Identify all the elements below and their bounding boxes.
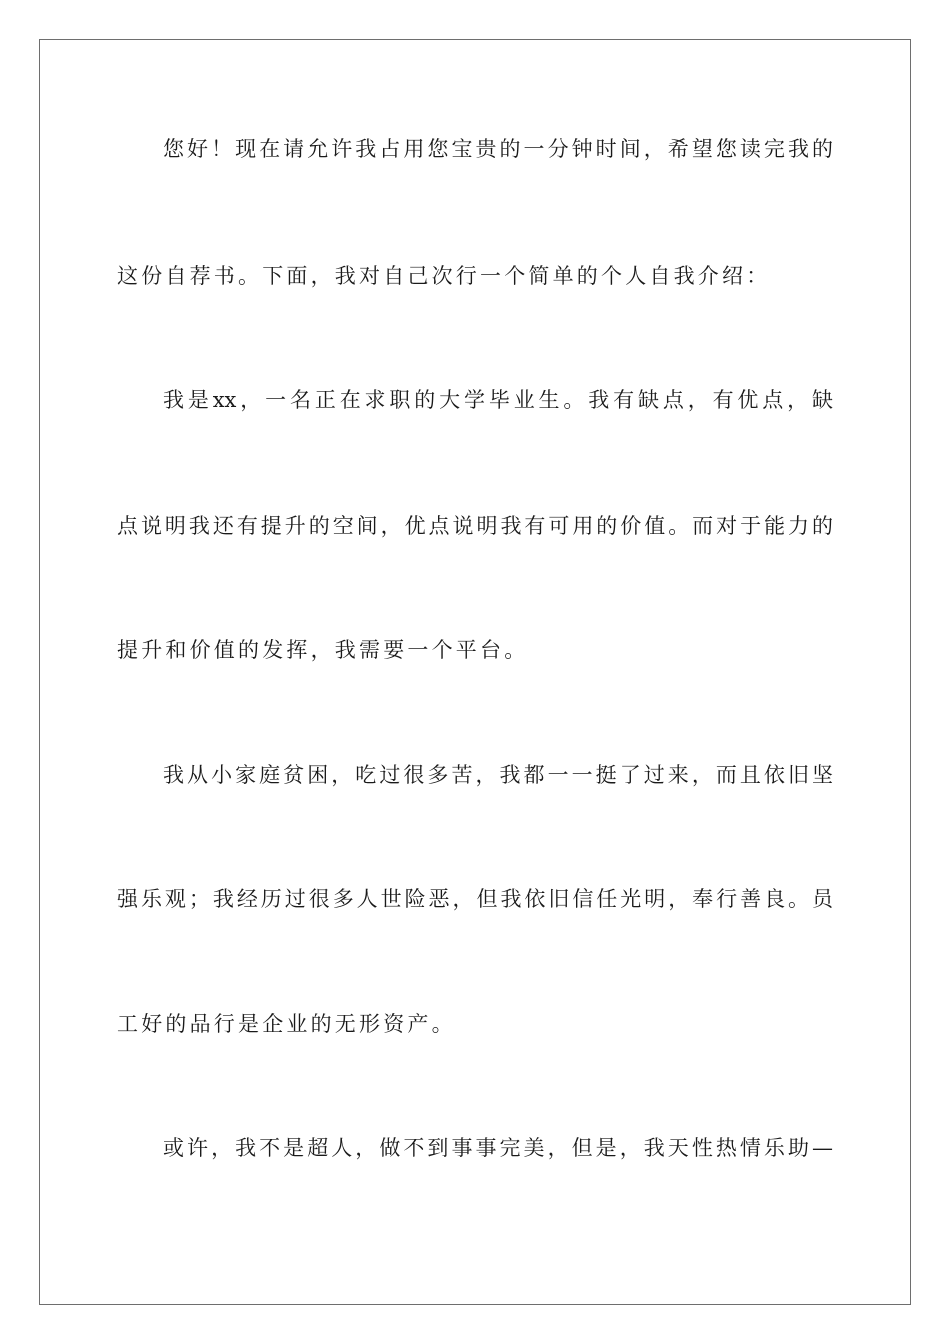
paragraph-3-line-3: 工好的品行是企业的无形资产。: [117, 1012, 456, 1036]
paragraph-2-line-3: 提升和价值的发挥，我需要一个平台。: [117, 638, 529, 662]
paragraph-1-line-2: 这份自荐书。下面，我对自己次行一个简单的个人自我介绍：: [117, 264, 771, 288]
paragraph-2-line-2: 点说明我还有提升的空间，优点说明我有可用的价值。而对于能力的: [117, 514, 833, 538]
paragraph-1-line-1: 您好！现在请允许我占用您宝贵的一分钟时间，希望您读完我的: [163, 137, 833, 161]
paragraph-4-line-1: 或许，我不是超人，做不到事事完美，但是，我天性热情乐助—: [163, 1136, 833, 1160]
paragraph-3-line-1: 我从小家庭贫困，吃过很多苦，我都一一挺了过来，而且依旧坚: [163, 763, 833, 787]
paragraph-3-line-2: 强乐观；我经历过很多人世险恶，但我依旧信任光明，奉行善良。员: [117, 887, 833, 911]
page-frame: [39, 39, 911, 1305]
paragraph-2-line-1: 我是xx，一名正在求职的大学毕业生。我有缺点，有优点，缺: [163, 388, 833, 412]
